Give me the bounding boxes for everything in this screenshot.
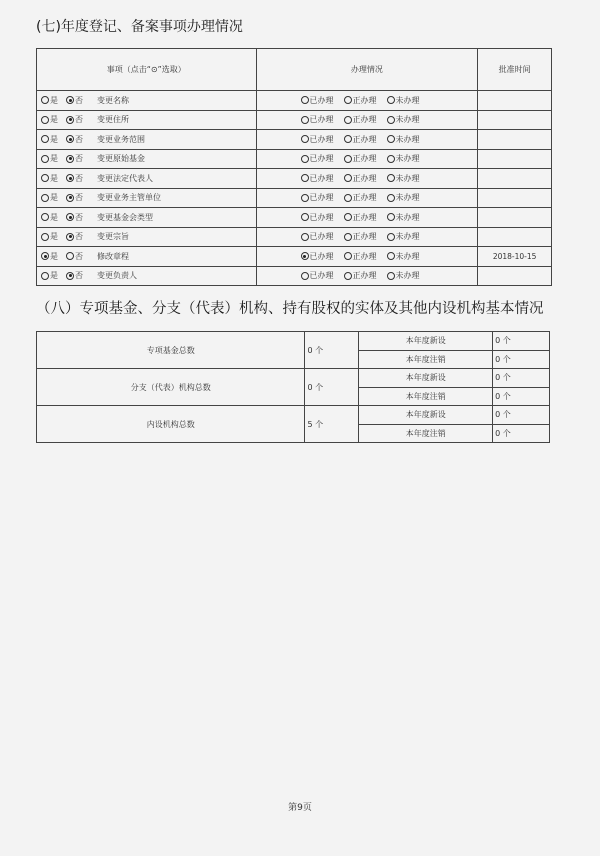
yes-option[interactable] (41, 154, 58, 163)
item-cell (37, 208, 257, 228)
yes-label: 是 (50, 173, 58, 183)
table-row (37, 332, 550, 351)
status-option[interactable] (344, 135, 377, 144)
status-cell (256, 149, 478, 169)
status-radio[interactable] (387, 155, 395, 163)
status-label: 正办理 (352, 193, 377, 203)
no-label: 否 (75, 271, 83, 281)
status-radio[interactable] (301, 155, 309, 163)
status-option[interactable] (344, 252, 377, 261)
yes-radio[interactable] (41, 233, 49, 241)
yes-radio[interactable] (41, 213, 49, 221)
no-option[interactable] (66, 252, 83, 261)
yes-label: 是 (50, 251, 58, 261)
item-cell (37, 188, 257, 208)
yes-label: 是 (50, 95, 58, 105)
status-option[interactable] (301, 96, 334, 105)
item-name: 变更住所 (97, 115, 129, 125)
total-count: 5 个 (305, 406, 359, 443)
no-option[interactable] (66, 174, 83, 183)
status-label: 未办理 (395, 173, 420, 183)
item-name: 变更负责人 (97, 271, 137, 281)
cancel-label: 本年度注销 (359, 424, 493, 443)
no-radio[interactable] (66, 96, 74, 104)
status-radio[interactable] (387, 194, 395, 202)
status-option[interactable] (387, 115, 420, 124)
yes-label: 是 (50, 271, 58, 281)
no-radio[interactable] (66, 174, 74, 182)
status-cell (256, 91, 478, 111)
status-option[interactable] (387, 96, 420, 105)
no-radio[interactable] (66, 116, 74, 124)
total-count: 0 个 (305, 369, 359, 406)
table-row (37, 406, 550, 425)
status-label: 已办理 (309, 271, 334, 281)
registration-table (36, 48, 552, 286)
status-label: 正办理 (352, 212, 377, 222)
status-label: 正办理 (352, 251, 377, 261)
status-cell (256, 130, 478, 150)
status-label: 正办理 (352, 271, 377, 281)
new-count: 0 个 (493, 369, 550, 388)
no-label: 否 (75, 212, 83, 222)
yes-option[interactable] (41, 232, 58, 241)
status-label: 正办理 (352, 154, 377, 164)
status-option[interactable] (387, 193, 420, 202)
status-cell (256, 208, 478, 228)
approval-date: 2018-10-15 (478, 247, 552, 267)
table-header-row (37, 49, 552, 91)
status-radio[interactable] (344, 213, 352, 221)
no-option[interactable] (66, 115, 83, 124)
status-label: 已办理 (309, 173, 334, 183)
yes-radio[interactable] (41, 135, 49, 143)
status-radio[interactable] (387, 233, 395, 241)
new-count: 0 个 (493, 406, 550, 425)
status-radio[interactable] (387, 213, 395, 221)
status-radio[interactable] (387, 252, 395, 260)
status-cell (256, 169, 478, 189)
institutions-table (36, 331, 550, 443)
yes-radio[interactable] (41, 116, 49, 124)
approval-date (478, 130, 552, 150)
status-option[interactable] (344, 271, 377, 280)
item-cell (37, 266, 257, 286)
yes-radio[interactable] (41, 174, 49, 182)
status-option[interactable] (344, 96, 377, 105)
status-label: 未办理 (395, 251, 420, 261)
approval-date (478, 266, 552, 286)
table-row (37, 208, 552, 228)
table-row (37, 169, 552, 189)
status-label: 未办理 (395, 193, 420, 203)
yes-option[interactable] (41, 96, 58, 105)
item-name: 变更业务主管单位 (97, 193, 161, 203)
status-option[interactable] (301, 232, 334, 241)
item-name: 变更业务范围 (97, 134, 145, 144)
no-label: 否 (75, 154, 83, 164)
no-option[interactable] (66, 213, 83, 222)
table-row (37, 149, 552, 169)
yes-radio[interactable] (41, 96, 49, 104)
yes-option[interactable] (41, 213, 58, 222)
approval-date (478, 149, 552, 169)
status-cell (256, 227, 478, 247)
status-radio[interactable] (344, 135, 352, 143)
item-name: 变更法定代表人 (97, 173, 153, 183)
category-label: 专项基金总数 (37, 332, 305, 369)
yes-radio[interactable] (41, 155, 49, 163)
yes-radio[interactable] (41, 194, 49, 202)
status-radio[interactable] (301, 194, 309, 202)
no-label: 否 (75, 232, 83, 242)
header-date: 批准时间 (478, 49, 552, 91)
no-radio[interactable] (66, 155, 74, 163)
no-label: 否 (75, 193, 83, 203)
no-radio[interactable] (66, 233, 74, 241)
no-radio[interactable] (66, 194, 74, 202)
status-option[interactable] (387, 271, 420, 280)
status-radio[interactable] (301, 213, 309, 221)
yes-label: 是 (50, 154, 58, 164)
yes-label: 是 (50, 193, 58, 203)
status-radio[interactable] (301, 116, 309, 124)
registration-rows (37, 91, 552, 286)
cancel-label: 本年度注销 (359, 350, 493, 369)
yes-radio[interactable] (41, 252, 49, 260)
status-label: 未办理 (395, 212, 420, 222)
status-label: 正办理 (352, 173, 377, 183)
table-row (37, 130, 552, 150)
status-option[interactable] (387, 174, 420, 183)
status-radio[interactable] (344, 252, 352, 260)
new-label: 本年度新设 (359, 369, 493, 388)
no-radio[interactable] (66, 213, 74, 221)
status-label: 正办理 (352, 232, 377, 242)
status-option[interactable] (301, 174, 334, 183)
yes-option[interactable] (41, 271, 58, 280)
table-row (37, 110, 552, 130)
new-label: 本年度新设 (359, 406, 493, 425)
header-status: 办理情况 (256, 49, 478, 91)
status-label: 未办理 (395, 154, 420, 164)
status-radio[interactable] (387, 174, 395, 182)
page-number: 第9页 (288, 803, 312, 813)
table-row (37, 266, 552, 286)
item-name: 变更宗旨 (97, 232, 129, 242)
new-label: 本年度新设 (359, 332, 493, 351)
cancel-count: 0 个 (493, 350, 550, 369)
status-label: 未办理 (395, 271, 420, 281)
status-option[interactable] (344, 174, 377, 183)
status-radio[interactable] (301, 252, 309, 260)
status-radio[interactable] (301, 174, 309, 182)
table-row (37, 91, 552, 111)
item-cell (37, 227, 257, 247)
item-cell (37, 110, 257, 130)
status-label: 已办理 (309, 115, 334, 125)
institutions-rows (37, 332, 550, 443)
status-radio[interactable] (387, 116, 395, 124)
yes-label: 是 (50, 115, 58, 125)
yes-label: 是 (50, 212, 58, 222)
status-cell (256, 188, 478, 208)
item-cell (37, 130, 257, 150)
cancel-count: 0 个 (493, 424, 550, 443)
no-label: 否 (75, 115, 83, 125)
item-cell (37, 247, 257, 267)
status-option[interactable] (301, 271, 334, 280)
status-label: 已办理 (309, 154, 334, 164)
status-option[interactable] (301, 252, 334, 261)
no-option[interactable] (66, 135, 83, 144)
yes-option[interactable] (41, 252, 58, 261)
status-option[interactable] (387, 213, 420, 222)
table-row (37, 369, 550, 388)
item-cell (37, 91, 257, 111)
yes-label: 是 (50, 232, 58, 242)
no-radio[interactable] (66, 135, 74, 143)
no-option[interactable] (66, 193, 83, 202)
approval-date (478, 188, 552, 208)
status-cell (256, 266, 478, 286)
no-option[interactable] (66, 232, 83, 241)
approval-date (478, 208, 552, 228)
no-radio[interactable] (66, 272, 74, 280)
status-option[interactable] (387, 232, 420, 241)
status-label: 已办理 (309, 212, 334, 222)
status-label: 正办理 (352, 95, 377, 105)
status-label: 已办理 (309, 95, 334, 105)
table-row (37, 227, 552, 247)
status-option[interactable] (344, 154, 377, 163)
status-radio[interactable] (301, 135, 309, 143)
yes-option[interactable] (41, 193, 58, 202)
status-option[interactable] (344, 232, 377, 241)
status-option[interactable] (301, 213, 334, 222)
item-name: 变更名称 (97, 95, 129, 105)
status-label: 未办理 (395, 134, 420, 144)
status-option[interactable] (301, 154, 334, 163)
status-radio[interactable] (344, 155, 352, 163)
status-radio[interactable] (387, 135, 395, 143)
category-label: 内设机构总数 (37, 406, 305, 443)
status-radio[interactable] (387, 96, 395, 104)
status-label: 未办理 (395, 115, 420, 125)
status-label: 未办理 (395, 95, 420, 105)
no-label: 否 (75, 173, 83, 183)
item-name: 变更原始基金 (97, 154, 145, 164)
status-option[interactable] (301, 115, 334, 124)
status-label: 正办理 (352, 115, 377, 125)
status-radio[interactable] (344, 96, 352, 104)
status-cell (256, 247, 478, 267)
item-cell (37, 149, 257, 169)
new-count: 0 个 (493, 332, 550, 351)
status-radio[interactable] (344, 116, 352, 124)
status-radio[interactable] (344, 233, 352, 241)
cancel-count: 0 个 (493, 387, 550, 406)
status-option[interactable] (344, 213, 377, 222)
item-name: 变更基金会类型 (97, 212, 153, 222)
yes-radio[interactable] (41, 272, 49, 280)
yes-label: 是 (50, 134, 58, 144)
yes-option[interactable] (41, 115, 58, 124)
status-cell (256, 110, 478, 130)
status-radio[interactable] (301, 272, 309, 280)
approval-date (478, 227, 552, 247)
status-label: 已办理 (309, 134, 334, 144)
cancel-label: 本年度注销 (359, 387, 493, 406)
status-option[interactable] (301, 135, 334, 144)
status-radio[interactable] (387, 272, 395, 280)
status-radio[interactable] (301, 96, 309, 104)
approval-date (478, 169, 552, 189)
table-row (37, 188, 552, 208)
table-row (37, 247, 552, 267)
total-count: 0 个 (305, 332, 359, 369)
no-label: 否 (75, 251, 83, 261)
no-option[interactable] (66, 154, 83, 163)
no-label: 否 (75, 95, 83, 105)
yes-option[interactable] (41, 174, 58, 183)
status-label: 已办理 (309, 193, 334, 203)
status-option[interactable] (387, 252, 420, 261)
category-label: 分支（代表）机构总数 (37, 369, 305, 406)
status-option[interactable] (387, 154, 420, 163)
approval-date (478, 91, 552, 111)
status-label: 已办理 (309, 232, 334, 242)
status-radio[interactable] (344, 272, 352, 280)
status-radio[interactable] (301, 233, 309, 241)
no-option[interactable] (66, 271, 83, 280)
status-radio[interactable] (344, 174, 352, 182)
item-name: 修改章程 (97, 251, 129, 261)
no-label: 否 (75, 134, 83, 144)
status-label: 已办理 (309, 251, 334, 261)
section-8-title: （八）专项基金、分支（代表）机构、持有股权的实体及其他内设机构基本情况 (36, 301, 544, 317)
status-option[interactable] (344, 193, 377, 202)
status-label: 未办理 (395, 232, 420, 242)
yes-option[interactable] (41, 135, 58, 144)
approval-date (478, 110, 552, 130)
no-radio[interactable] (66, 252, 74, 260)
section-7-title: (七)年度登记、备案事项办理情况 (36, 19, 243, 35)
status-option[interactable] (387, 135, 420, 144)
status-label: 正办理 (352, 134, 377, 144)
status-radio[interactable] (344, 194, 352, 202)
no-option[interactable] (66, 96, 83, 105)
status-option[interactable] (301, 193, 334, 202)
item-cell (37, 169, 257, 189)
status-option[interactable] (344, 115, 377, 124)
header-item: 事项（点击“⊙”选取） (37, 49, 257, 91)
